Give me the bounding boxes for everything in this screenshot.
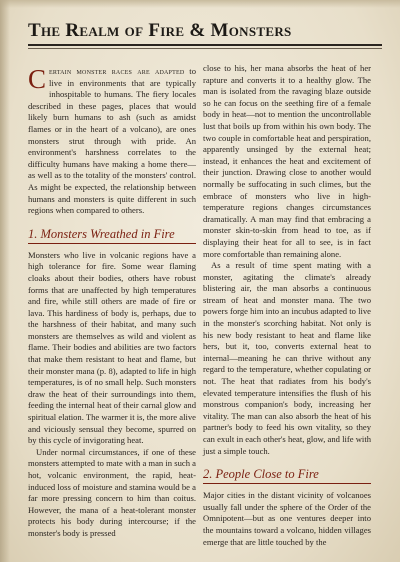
section-heading-2 bbox=[203, 467, 371, 484]
section2-paragraph-1: Major cities in the distant vicinity of volcanoes usually fall under the sphere of the Order of the Omnipotent—but as one ventures deeper into the mountains toward a volcano, hidden villages emerge that are little touched by the bbox=[203, 490, 371, 547]
page-edge-shadow-left bbox=[0, 0, 10, 562]
intro-paragraph bbox=[28, 66, 196, 217]
section-heading-1-rule bbox=[28, 243, 196, 244]
drop-cap: C bbox=[28, 64, 47, 94]
title-underline-thin bbox=[28, 48, 382, 49]
section-heading-2-text: 2. People Close to Fire bbox=[203, 467, 319, 482]
title-underline bbox=[28, 44, 382, 46]
section1-paragraph-1: Monsters who live in volcanic regions have a high tolerance for fire. Some wear flaming cloaks about their bodies, others have robust forms that are unaffected by high temperatures and fire, while still others are made of fire or lava. This hardiness of body is, perhaps, due to the harshness of their habitat, and many such monsters are themselves as wild and violent as flame. Their bodies and abilities are two factors that make them resistant to heat and flame, but their monster mana (p. 8), adapted to life in high temperatures, is of no small help. Such monsters draw the heat of their surroundings into them, feeding the internal heat of their carnal glow and spiritual elation. The warmer it is, the more alive and viciously sensual they become, spurred on by this cycle of invigorating heat. bbox=[28, 249, 196, 446]
right-paragraph-1: close to his, her mana absorbs the heat of her rapture and converts it to a healthy glow. The man is isolated from the ravaging blaze outside so he can focus on the seething fire of a female body in heat—not to mention the uncontrollable lust that boils up from within his own body. The two couple in comfortable heat and perspiration, apparently unsinged by the external heat; instead, it enhances the heat and excitement of their junction. Drawing close to another would normally be suffocating in such climes, but the embrace of monsters who live in high-temperature regions changes circumstances dramatically. A man may find that embracing a monster skin-to-skin from head to toe, as if displaying their heat for all to see, is in fact more comfortable than remaining alone. bbox=[203, 63, 371, 259]
intro-lead: ertain monster races are adapted bbox=[49, 66, 185, 76]
section1-paragraph-2: Under normal circumstances, if one of these monsters attempted to mate with a man in such a hot, volcanic environment, the rapid, heat-induced loss of moisture and stamina would be a far more pressing concern to him than coitus. However, the mana of a heat-tolerant monster protects his body during intercourse; if the monster's body is pressed bbox=[28, 446, 196, 538]
right-column bbox=[203, 63, 371, 548]
left-column bbox=[28, 66, 196, 540]
right-paragraph-2: As a result of time spent mating with a monster, agitating the climate's already blistering air, the man absorbs a continuous stream of heat and monster mana. The two powers forge him into an incubus adapted to live in the monster's scorching habitat. Not only is his new body resistant to heat and flame like hers, but it, too, converts external heat to internal—meaning he can thrive without any regard to the temperature, whether copulating or not. The heat that radiates from his body's elevated temperature intensifies the flush of his monstrous companion's body, increasing her vitality. The man can also absorb the heat of his partner's body to feed his own vitality, so they can exult in each other's heat, glow, and life with just a simple touch. bbox=[203, 260, 371, 456]
section-heading-2-rule bbox=[203, 483, 371, 484]
intro-text: to live in environments that are typically inhospitable to humans. The fiery locales described in these pages, places that would likely burn humans to ash (such as amidst flames or in the heart of a volcano), are ones monsters strut through with pride. An environment's harshness correlates to the difficulty humans have making a home there—as well as to the totality of the monsters' control. As might be expected, the relationship between humans and monsters is quite different in such regions when compared to others. bbox=[28, 66, 196, 216]
page-title: The Realm of Fire & Monsters bbox=[28, 20, 292, 41]
page-edge-shadow-top bbox=[0, 0, 400, 8]
section-heading-1 bbox=[28, 227, 196, 244]
section-heading-1-text: 1. Monsters Wreathed in Fire bbox=[28, 226, 175, 241]
